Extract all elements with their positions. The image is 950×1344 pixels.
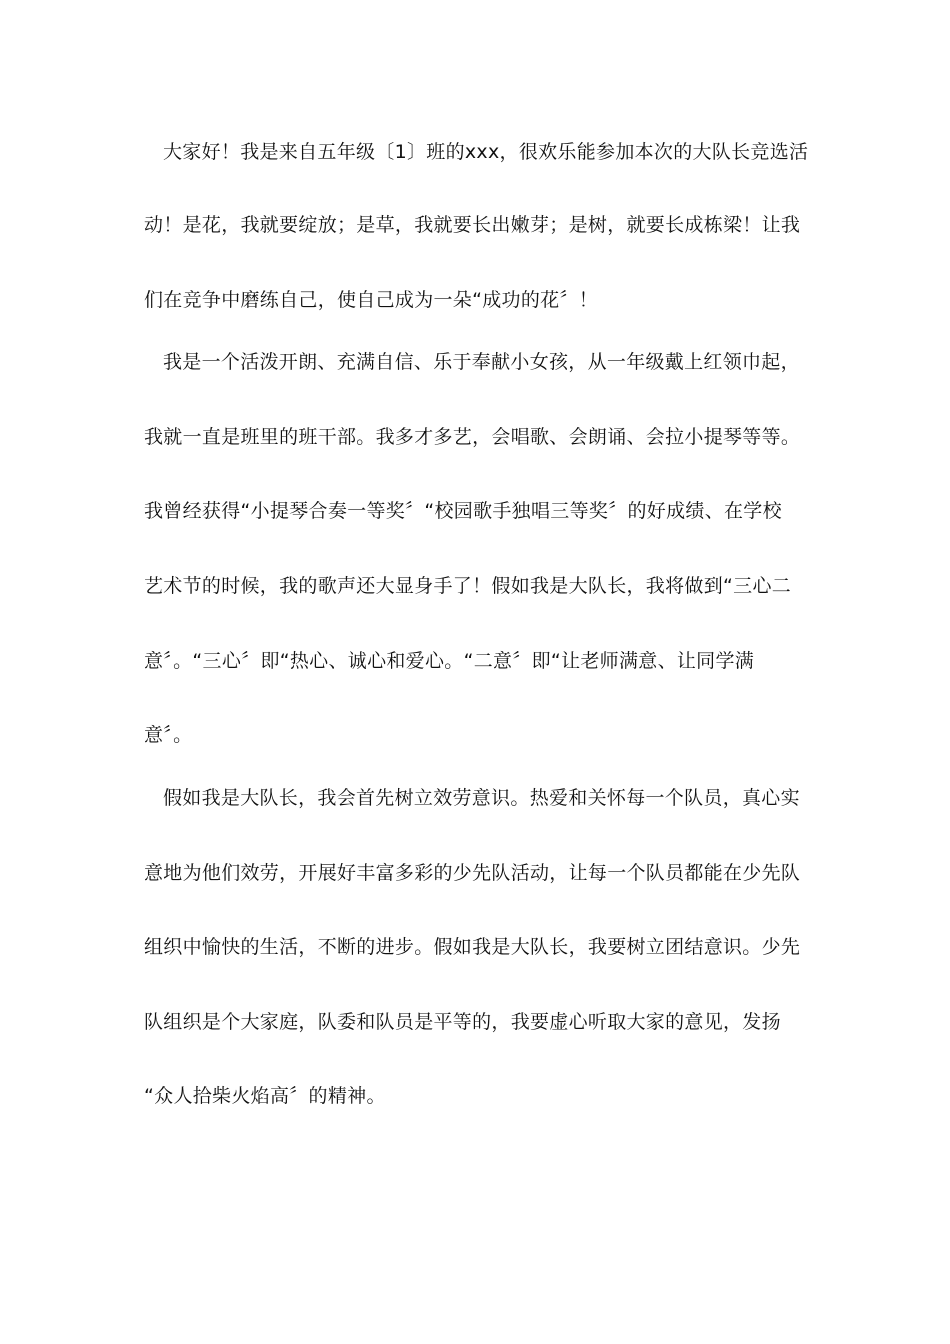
paragraph-2-line-6: 意〞。 [144, 724, 193, 746]
paragraph-1-line-1: 大家好！我是来自五年级〔1〕班的xxx，很欢乐能参加本次的大队长竞选活 [163, 141, 809, 163]
paragraph-2-line-5: 意〞。“三心〞即“热心、诚心和爱心。“二意〞即“让老师满意、让同学满 [144, 650, 755, 672]
paragraph-3-line-5: “众人拾柴火焰高〞的精神。 [144, 1085, 386, 1107]
paragraph-1-line-2: 动！是花，我就要绽放；是草，我就要长出嫩芽；是树，就要长成栋梁！让我 [144, 214, 801, 236]
paragraph-3-line-3: 组织中愉快的生活，不断的进步。假如我是大队长，我要树立团结意识。少先 [144, 936, 801, 958]
paragraph-3-line-1: 假如我是大队长，我会首先树立效劳意识。热爱和关怀每一个队员，真心实 [163, 787, 800, 809]
paragraph-1-line-3: 们在竞争中磨练自己，使自己成为一朵“成功的花〞！ [144, 289, 599, 311]
paragraph-2-line-4: 艺术节的时候，我的歌声还大显身手了！假如我是大队长，我将做到“三心二 [144, 575, 792, 597]
paragraph-3-line-4: 队组织是个大家庭，队委和队员是平等的，我要虚心听取大家的意见，发扬 [144, 1011, 781, 1033]
paragraph-3-line-2: 意地为他们效劳，开展好丰富多彩的少先队活动，让每一个队员都能在少先队 [144, 862, 801, 884]
paragraph-2-line-2: 我就一直是班里的班干部。我多才多艺，会唱歌、会朗诵、会拉小提琴等等。 [144, 426, 801, 448]
paragraph-2-line-1: 我是一个活泼开朗、充满自信、乐于奉献小女孩，从一年级戴上红领巾起， [163, 351, 800, 373]
paragraph-2-line-3: 我曾经获得“小提琴合奏一等奖〞“校园歌手独唱三等奖〞的好成绩、在学校 [144, 500, 782, 522]
